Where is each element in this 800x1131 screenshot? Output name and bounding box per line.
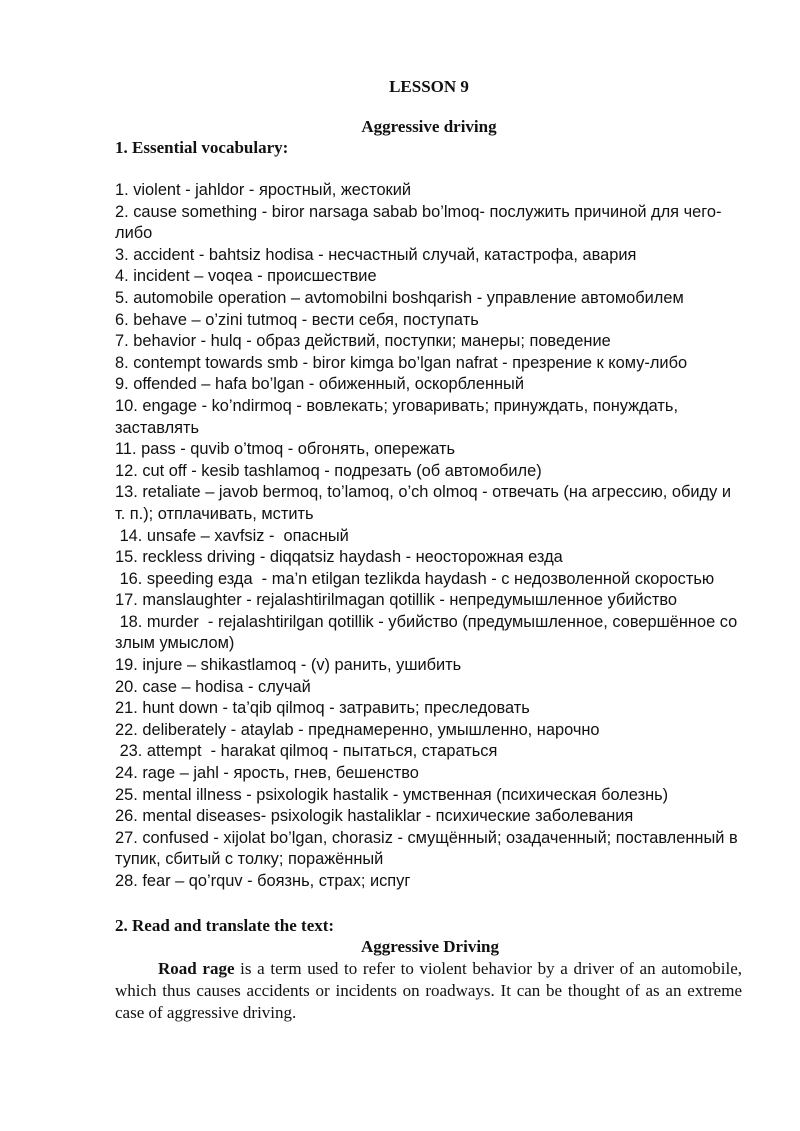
vocabulary-item: 17. manslaughter - rejalashtirilmagan qotillik - непредумышленное убийство xyxy=(115,591,678,610)
vocabulary-item: 2. cause something - biror narsaga sabab bo’lmoq- послужить причиной для чего-либо xyxy=(115,202,722,243)
vocabulary-item: 13. retaliate – javob bermoq, to’lamoq, o’ch olmoq - отвечать (на агрессию, обиду и т. п.); отплачивать, мстить xyxy=(115,483,732,523)
vocabulary-item: 9. offended – hafa bo’lgan - обиженный, оскорбленный xyxy=(115,375,524,394)
vocabulary-list xyxy=(115,180,745,893)
topic-title: Aggressive driving xyxy=(361,117,497,136)
paragraph-bold-term: Road rage xyxy=(158,959,235,978)
vocabulary-item: 18. murder - rejalashtirilgan qotillik - убийство (предумышленное, совершённое со злым умыслом) xyxy=(115,612,742,653)
vocabulary-item: 1. violent - jahldor - яростный, жестокий xyxy=(115,181,412,199)
vocabulary-item: 28. fear – qo’rquv - боязнь, страх; испуг xyxy=(115,872,411,890)
section2-heading: 2. Read and translate the text: xyxy=(115,916,335,935)
reading-paragraph xyxy=(115,958,742,1024)
vocabulary-item: 6. behave – o’zini tutmoq - вести себя, поступать xyxy=(115,310,479,329)
vocabulary-item: 22. deliberately - ataylab - преднамеренно, умышленно, нарочно xyxy=(115,720,600,739)
vocabulary-item: 14. unsafe – xavfsiz - опасный xyxy=(115,526,349,545)
vocabulary-item: 25. mental illness - psixologik hastalik - умственная (психическая болезнь) xyxy=(115,785,669,804)
vocabulary-item: 5. automobile operation – avtomobilni boshqarish - управление автомобилем xyxy=(115,288,684,307)
vocabulary-item: 23. attempt - harakat qilmoq - пытаться, стараться xyxy=(115,742,498,761)
vocabulary-item: 24. rage – jahl - ярость, гнев, бешенство xyxy=(115,764,419,783)
vocabulary-item: 15. reckless driving - diqqatsiz haydash - неосторожная езда xyxy=(115,548,563,567)
section1-heading: 1. Essential vocabulary: xyxy=(115,138,289,157)
vocabulary-item: 7. behavior - hulq - образ действий, поступки; манеры; поведение xyxy=(115,332,611,351)
vocabulary-item: 16. speeding езда - ma’n etilgan tezlikda haydash - с недозволенной скоростью xyxy=(115,569,715,588)
paragraph-body: is a term used to refer to violent behavior by a driver of an automobile, which thus causes accidents or incidents on roadways. It can be thought of as an extreme case of aggressive driving. xyxy=(115,959,742,1022)
vocabulary-item: 8. contempt towards smb - biror kimga bo’lgan nafrat - презрение к кому-либо xyxy=(115,353,688,372)
vocabulary-item: 21. hunt down - ta’qib qilmoq - затравить; преследовать xyxy=(115,699,530,718)
vocabulary-item: 20. case – hodisa - случай xyxy=(115,677,311,696)
text-title: Aggressive Driving xyxy=(360,937,500,956)
vocabulary-item: 10. engage - ko’ndirmoq - вовлекать; уговаривать; принуждать, понуждать, заставлять xyxy=(115,396,679,437)
vocabulary-item: 12. cut off - kesib tashlamoq - подрезать (об автомобиле) xyxy=(115,461,542,480)
vocabulary-item: 3. accident - bahtsiz hodisa - несчастный случай, катастрофа, авария xyxy=(115,245,637,264)
vocabulary-item: 19. injure – shikastlamoq - (v) ранить, ушибить xyxy=(115,656,462,675)
vocabulary-item: 27. confused - xijolat bo’lgan, chorasiz - смущённый; озадаченный; поставленный в тупик, сбитый с толку; поражённый xyxy=(115,828,738,869)
vocabulary-item: 11. pass - quvib o’tmoq - обгонять, опережать xyxy=(115,440,456,459)
vocabulary-item: 4. incident – voqea - происшествие xyxy=(115,267,377,286)
lesson-title: LESSON 9 xyxy=(389,77,469,96)
vocabulary-item: 26. mental diseases- psixologik hastaliklar - психические заболевания xyxy=(115,807,634,826)
